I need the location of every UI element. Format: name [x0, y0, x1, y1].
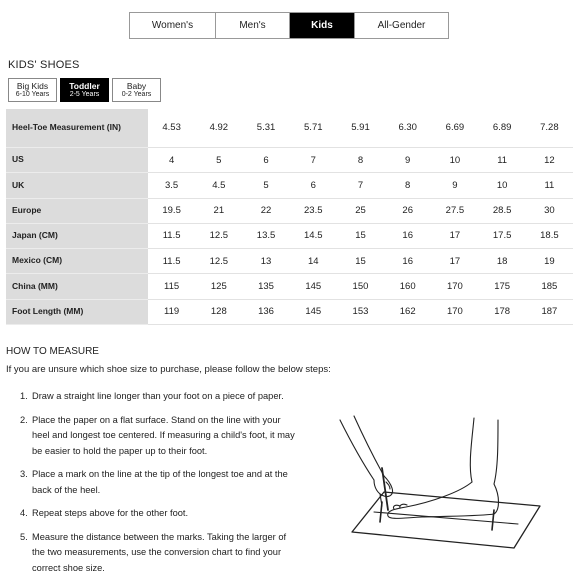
- size-cell: 5.71: [290, 109, 337, 147]
- size-cell: 4.53: [148, 109, 195, 147]
- size-cell: 4.92: [195, 109, 242, 147]
- size-cell: 11: [526, 173, 573, 198]
- size-cell: 14.5: [290, 223, 337, 248]
- step-text: Place the paper on a flat surface. Stand on the line with your heel and longest toe centered. If measuring a child's foot, it may be easier to hold the paper up to their foot.: [32, 414, 295, 456]
- step-item: [20, 467, 295, 498]
- size-cell: 14: [290, 249, 337, 274]
- size-cell: 8: [384, 173, 431, 198]
- size-row-label: Mexico (CM): [6, 249, 148, 274]
- size-row: [6, 147, 573, 172]
- step-number: 3.: [20, 469, 28, 479]
- size-cell: 17: [431, 249, 478, 274]
- size-cell: 5.31: [242, 109, 289, 147]
- size-row-label: UK: [6, 173, 148, 198]
- size-row-label: China (MM): [6, 274, 148, 299]
- size-cell: 22: [242, 198, 289, 223]
- size-cell: 10: [479, 173, 526, 198]
- size-cell: 21: [195, 198, 242, 223]
- size-cell: 145: [290, 299, 337, 324]
- size-cell: 15: [337, 223, 384, 248]
- size-cell: 18.5: [526, 223, 573, 248]
- size-cell: 119: [148, 299, 195, 324]
- size-chart-table: [6, 109, 573, 325]
- size-cell: 7.28: [526, 109, 573, 147]
- size-cell: 128: [195, 299, 242, 324]
- size-cell: 115: [148, 274, 195, 299]
- size-chart-body: [6, 109, 573, 325]
- size-row: [6, 249, 573, 274]
- tab-kids[interactable]: Kids: [290, 13, 355, 38]
- step-item: [20, 530, 295, 577]
- size-cell: 19.5: [148, 198, 195, 223]
- age-tab-name: Big Kids: [16, 80, 49, 91]
- age-tab-name: Toddler: [69, 80, 100, 91]
- size-cell: 170: [431, 299, 478, 324]
- size-cell: 150: [337, 274, 384, 299]
- size-cell: 4: [148, 147, 195, 172]
- size-cell: 6.89: [479, 109, 526, 147]
- size-cell: 8: [337, 147, 384, 172]
- size-row-label: US: [6, 147, 148, 172]
- size-cell: 162: [384, 299, 431, 324]
- size-cell: 10: [431, 147, 478, 172]
- step-text: Repeat steps above for the other foot.: [32, 508, 189, 518]
- size-cell: 11.5: [148, 223, 195, 248]
- age-tab-toddler[interactable]: [60, 78, 109, 102]
- size-cell: 145: [290, 274, 337, 299]
- size-cell: 5: [195, 147, 242, 172]
- step-text: Place a mark on the line at the tip of the longest toe and at the back of the heel.: [32, 469, 288, 495]
- size-row: [6, 274, 573, 299]
- size-cell: 27.5: [431, 198, 478, 223]
- size-cell: 6.30: [384, 109, 431, 147]
- age-tab-baby[interactable]: [112, 78, 161, 102]
- size-cell: 136: [242, 299, 289, 324]
- age-tab-range: 0-2 Years: [121, 91, 152, 99]
- size-row-label: Heel-Toe Measurement (IN): [6, 109, 148, 147]
- size-cell: 17.5: [479, 223, 526, 248]
- size-cell: 175: [479, 274, 526, 299]
- section-title: KIDS' SHOES: [8, 59, 80, 71]
- size-cell: 4.5: [195, 173, 242, 198]
- size-cell: 30: [526, 198, 573, 223]
- size-cell: 18: [479, 249, 526, 274]
- size-cell: 12.5: [195, 223, 242, 248]
- size-row: [6, 173, 573, 198]
- size-cell: 125: [195, 274, 242, 299]
- gender-tabs: [129, 12, 449, 39]
- size-cell: 13: [242, 249, 289, 274]
- size-cell: 9: [431, 173, 478, 198]
- step-number: 2.: [20, 414, 28, 425]
- size-cell: 23.5: [290, 198, 337, 223]
- step-item: [20, 389, 295, 405]
- size-cell: 170: [431, 274, 478, 299]
- size-row-label: Europe: [6, 198, 148, 223]
- tab-all-gender[interactable]: All-Gender: [377, 20, 426, 31]
- size-cell: 16: [384, 223, 431, 248]
- size-cell: 160: [384, 274, 431, 299]
- step-item: [20, 413, 295, 460]
- size-cell: 12.5: [195, 249, 242, 274]
- how-to-measure-intro: If you are unsure which shoe size to purchase, please follow the below steps:: [6, 364, 331, 375]
- size-cell: 153: [337, 299, 384, 324]
- size-row-label: Foot Length (MM): [6, 299, 148, 324]
- size-cell: 11: [479, 147, 526, 172]
- size-cell: 187: [526, 299, 573, 324]
- step-item: [20, 506, 295, 522]
- step-number: 4.: [20, 508, 28, 518]
- size-row: [6, 299, 573, 324]
- size-cell: 19: [526, 249, 573, 274]
- measure-steps: [20, 389, 295, 580]
- step-number: 5.: [20, 531, 28, 542]
- size-cell: 11.5: [148, 249, 195, 274]
- size-row: [6, 198, 573, 223]
- size-cell: 12: [526, 147, 573, 172]
- step-number: 1.: [20, 391, 28, 401]
- size-cell: 9: [384, 147, 431, 172]
- step-text: Draw a straight line longer than your foot on a piece of paper.: [32, 391, 284, 401]
- tab-mens[interactable]: Men's: [216, 13, 290, 38]
- size-cell: 178: [479, 299, 526, 324]
- size-cell: 6.69: [431, 109, 478, 147]
- age-tab-range: 6-10 Years: [15, 91, 50, 99]
- size-cell: 17: [431, 223, 478, 248]
- how-to-measure-title: HOW TO MEASURE: [6, 346, 99, 357]
- size-row: [6, 109, 573, 147]
- size-row-label: Japan (CM): [6, 223, 148, 248]
- step-text: Measure the distance between the marks. Taking the larger of the two measurements, use the conversion chart to find your correct shoe size.: [32, 531, 287, 573]
- age-tab-range: 2-5 Years: [69, 91, 100, 99]
- size-cell: 185: [526, 274, 573, 299]
- size-cell: 28.5: [479, 198, 526, 223]
- size-cell: 7: [337, 173, 384, 198]
- size-cell: 6: [290, 173, 337, 198]
- size-cell: 5.91: [337, 109, 384, 147]
- size-cell: 7: [290, 147, 337, 172]
- age-tab-name: Baby: [126, 80, 147, 91]
- age-tab-big-kids[interactable]: [8, 78, 57, 102]
- size-cell: 5: [242, 173, 289, 198]
- size-cell: 6: [242, 147, 289, 172]
- foot-measuring-illustration-icon: [322, 410, 552, 552]
- size-cell: 3.5: [148, 173, 195, 198]
- size-cell: 13.5: [242, 223, 289, 248]
- tab-womens[interactable]: Women's: [130, 13, 216, 38]
- age-tabs: [8, 78, 161, 102]
- size-cell: 15: [337, 249, 384, 274]
- size-cell: 25: [337, 198, 384, 223]
- size-row: [6, 223, 573, 248]
- size-cell: 135: [242, 274, 289, 299]
- size-cell: 16: [384, 249, 431, 274]
- size-cell: 26: [384, 198, 431, 223]
